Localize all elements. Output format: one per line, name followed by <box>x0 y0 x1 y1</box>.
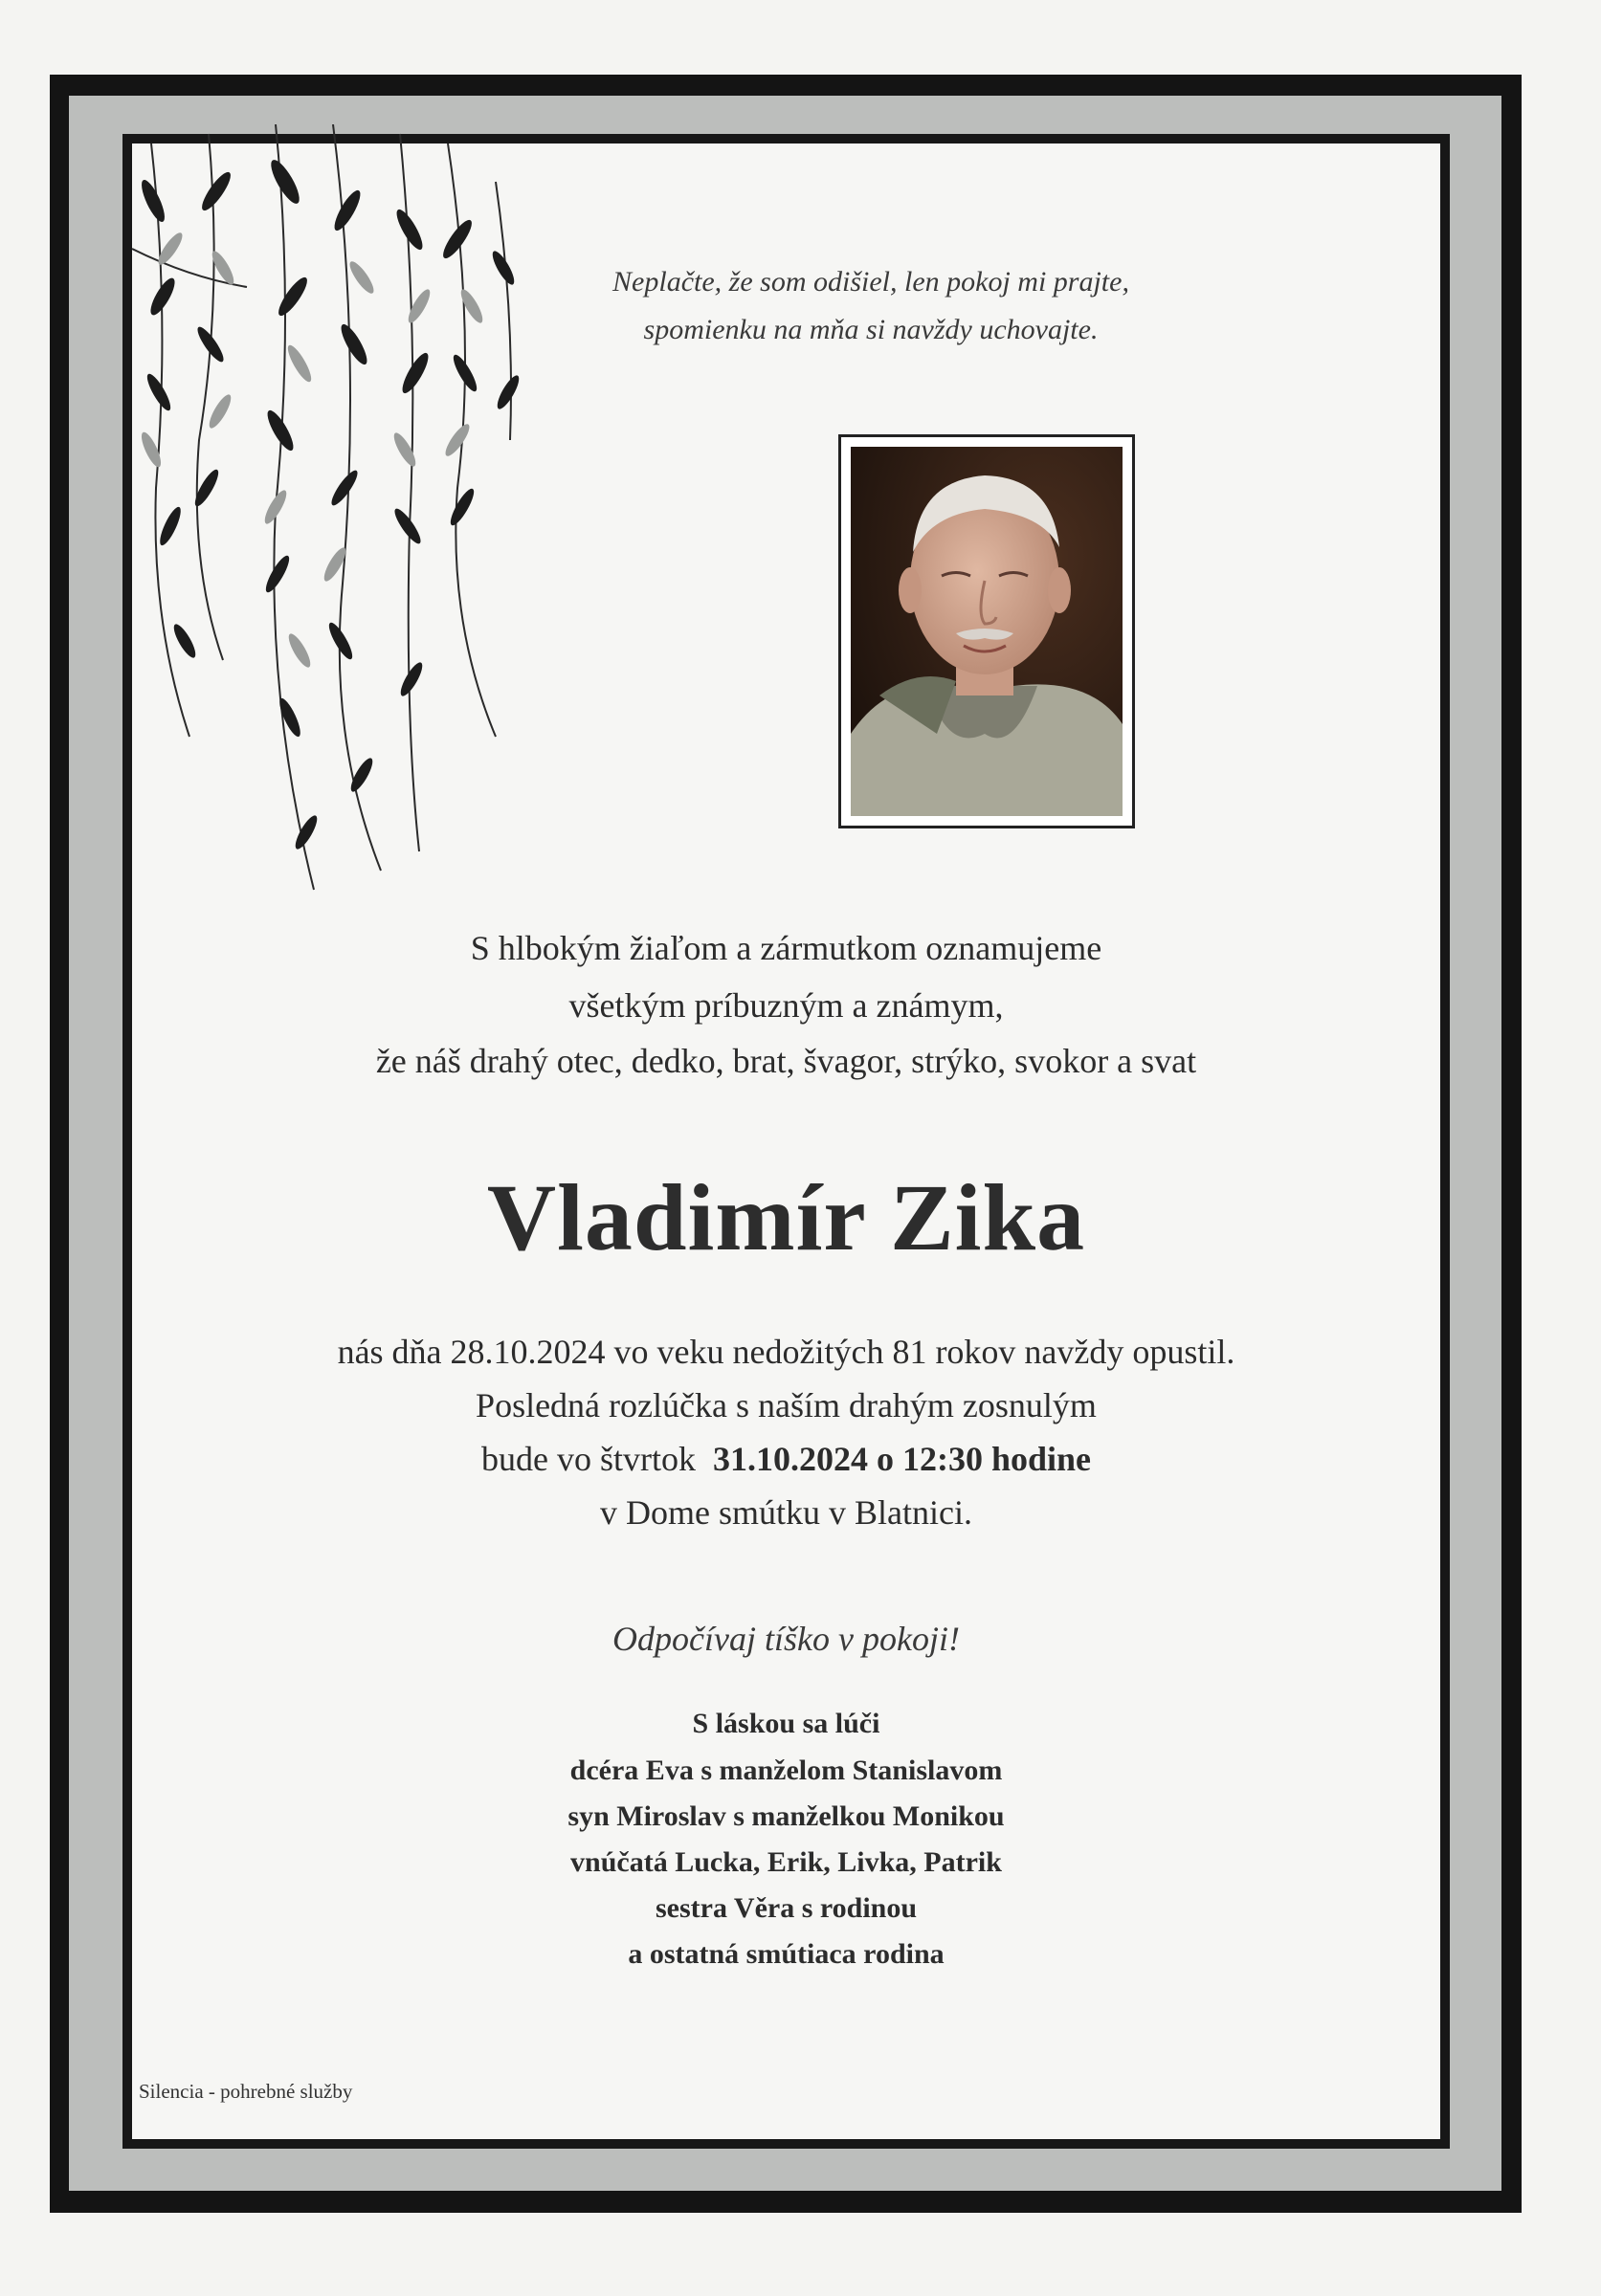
details-line-2: Posledná rozlúčka s naším drahým zosnulým <box>476 1386 1097 1424</box>
funeral-date-time: 31.10.2024 o 12:30 hodine <box>712 1440 1092 1478</box>
family-line-2: syn Miroslav s manželkou Monikou <box>567 1800 1005 1832</box>
details-line-1: nás dňa 28.10.2024 vo veku nedožitých 81 rokov navždy opustil. <box>337 1333 1235 1371</box>
family-line-3: vnúčatá Lucka, Erik, Livka, Patrik <box>570 1846 1002 1878</box>
family-heading: S láskou sa lúči <box>692 1708 880 1739</box>
portrait-photo <box>851 447 1123 816</box>
closing-phrase: Odpočívaj tíško v pokoji! <box>612 1620 960 1658</box>
family-line-4: sestra Věra s rodinou <box>655 1892 918 1924</box>
portrait-frame <box>838 434 1135 828</box>
details-line-3-prefix: bude vo štvrtok <box>480 1440 696 1478</box>
announcement-line-1: S hlbokým žiaľom a zármutkom oznamujeme <box>470 929 1102 967</box>
verse-line-1: Neplačte, že som odišiel, len pokoj mi prajte, <box>612 266 1129 298</box>
details-line-4: v Dome smútku v Blatnici. <box>600 1493 972 1532</box>
deceased-name: Vladimír Zika <box>486 1164 1086 1270</box>
footer-funeral-service: Silencia - pohrebné služby <box>139 2080 353 2103</box>
willow-branches-icon <box>132 124 534 1024</box>
verse-line-2: spomienku na mňa si navždy uchovajte. <box>643 314 1099 345</box>
announcement-line-3: že náš drahý otec, dedko, brat, švagor, strýko, svokor a svat <box>375 1042 1197 1080</box>
family-line-1: dcéra Eva s manželom Stanislavom <box>569 1755 1003 1786</box>
details-line-3 <box>132 1439 1440 1479</box>
announcement-line-2: všetkým príbuzným a známym, <box>568 986 1004 1025</box>
family-line-5: a ostatná smútiaca rodina <box>628 1938 945 1970</box>
